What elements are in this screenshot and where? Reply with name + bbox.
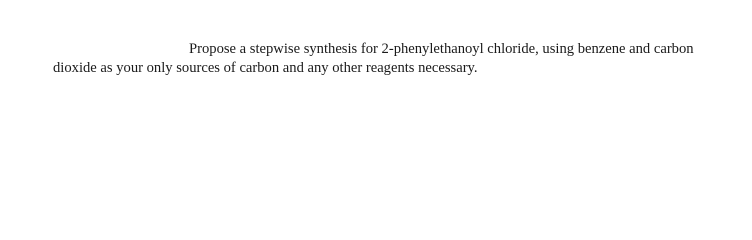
- question-text: Propose a stepwise synthesis for 2-phenylethanoyl chloride, using benzene and carbon dioxide as your only sources of carbon and any other reagents necessary.: [53, 41, 694, 76]
